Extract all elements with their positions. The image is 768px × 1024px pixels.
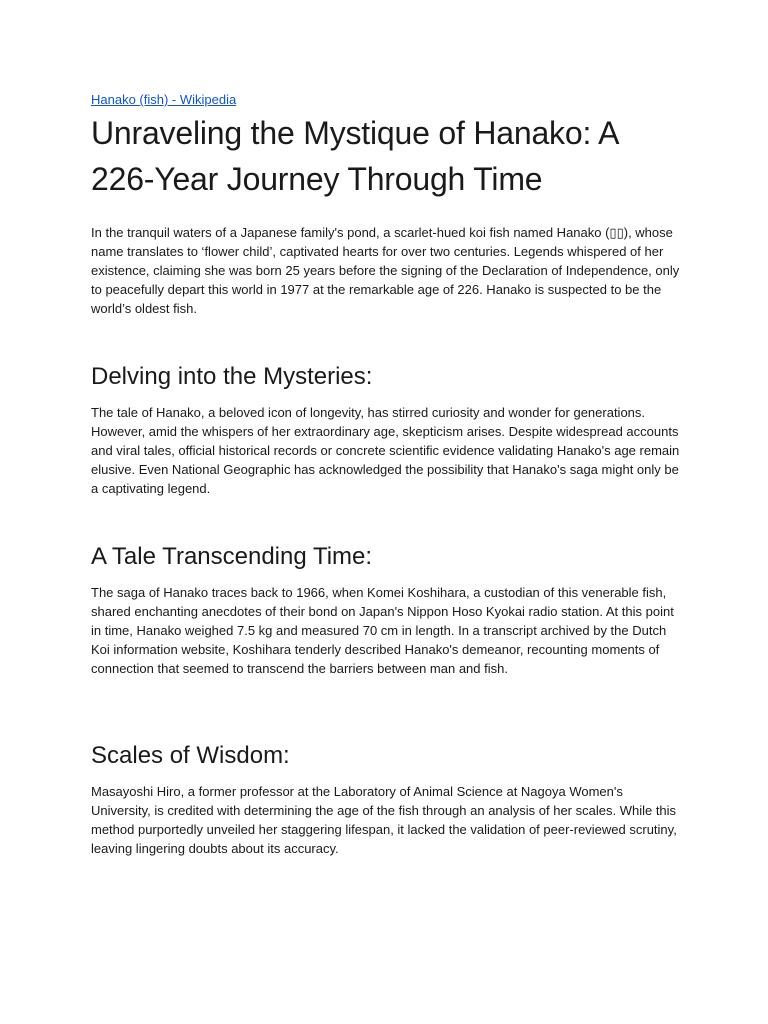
- document-title: Unraveling the Mystique of Hanako: A 226-Year Journey Through Time: [91, 115, 618, 197]
- intro-paragraph: In the tranquil waters of a Japanese family's pond, a scarlet-hued koi fish named Hanako (▯▯), whose name translates to ‘flower child’, captivated hearts for over two centuries. Legends whispered of her existence, claiming she was born 25 years before the signing of the Declaration of Independence, only to peacefully depart this world in 1977 at the remarkable age of 226. Hanako is suspected to be the world’s oldest fish.: [91, 225, 680, 316]
- section-heading-tale: A Tale Transcending Time:: [91, 543, 373, 570]
- section-body-mysteries: The tale of Hanako, a beloved icon of longevity, has stirred curiosity and wonder for generations. However, amid the whispers of her extraordinary age, skepticism arises. Despite widespread accounts and viral tales, official historical records or concrete scientific evidence validating Hanako's age remain elusive. Even National Geographic has acknowledged the possibility that Hanako's saga might only be a captivating legend.: [91, 405, 680, 496]
- source-link[interactable]: Hanako (fish) - Wikipedia: [91, 92, 237, 107]
- section-body-tale: The saga of Hanako traces back to 1966, when Komei Koshihara, a custodian of this venerable fish, shared enchanting anecdotes of their bond on Japan's Nippon Hoso Kyokai radio station. At this point in time, Hanako weighed 7.5 kg and measured 70 cm in length. In a transcript archived by the Dutch Koi information website, Koshihara tenderly described Hanako's demeanor, recounting moments of connection that seemed to transcend the barriers between man and fish.: [91, 585, 674, 676]
- section-body-scales: Masayoshi Hiro, a former professor at the Laboratory of Animal Science at Nagoya Women's University, is credited with determining the age of the fish through an analysis of her scales. While this method purportedly unveiled her staggering lifespan, it lacked the validation of peer-reviewed scrutiny, leaving lingering doubts about its accuracy.: [91, 784, 677, 856]
- section-heading-mysteries: Delving into the Mysteries:: [91, 363, 373, 390]
- section-heading-scales: Scales of Wisdom:: [91, 742, 290, 769]
